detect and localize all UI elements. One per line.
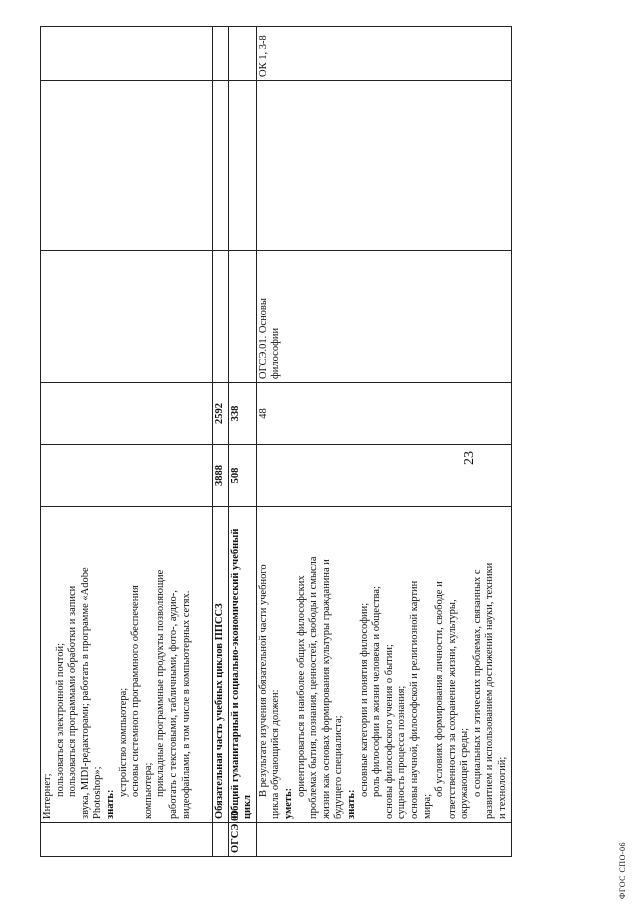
cycle-code: ОГСЭ.00 xyxy=(228,823,256,857)
desc-line: ориентироваться в наиболее общих философских xyxy=(295,575,307,797)
discipline-name: ОГСЭ.01. Основы философии xyxy=(256,251,511,383)
desc-line: прикладные программные продукты позволяющие xyxy=(155,569,167,797)
competency-cell-empty xyxy=(228,27,256,81)
desc-line: В результате изучения обязательной части учебного xyxy=(257,564,269,797)
competency-cell-empty xyxy=(41,27,213,81)
table-row-obligatory xyxy=(213,27,229,857)
desc-line: мира; xyxy=(421,793,433,819)
obligatory-required: 2592 xyxy=(213,383,229,445)
desc-line: видеофайлами, в том числе в компьютерных сетях. xyxy=(180,590,192,819)
obligatory-total: 3888 xyxy=(213,445,229,507)
desc-line: и технологий; xyxy=(497,756,509,819)
code-cell-empty xyxy=(213,823,229,857)
blank-cell xyxy=(213,81,229,251)
desc-line: основы научной, философской и религиозной картин xyxy=(408,580,420,819)
required-cell-empty xyxy=(41,383,213,445)
desc-line: основные категории и понятия философии; xyxy=(358,602,370,797)
obligatory-label: Обязательная часть учебных циклов ППССЗ xyxy=(213,507,229,823)
desc-line: Интернет; xyxy=(42,773,53,819)
table-row-discipline xyxy=(256,27,511,857)
blank-cell xyxy=(41,81,213,251)
discipline-hours: 48 xyxy=(256,383,511,445)
curriculum-table xyxy=(40,26,512,857)
desc-line: пользоваться программами обработки и записи xyxy=(67,585,79,797)
desc-line: окружающей среды; xyxy=(459,727,471,819)
desc-line-heading: знать: xyxy=(104,789,116,819)
desc-line: работать с текстовыми, табличными, фото-, аудио-, xyxy=(167,590,179,819)
discipline-cell-empty xyxy=(213,251,229,383)
code-cell-empty xyxy=(41,823,213,857)
page-number: 23 xyxy=(462,451,477,465)
desc-line: компьютера; xyxy=(142,762,154,819)
desc-line: Photoshop»; xyxy=(92,766,104,819)
discipline-cell-empty xyxy=(228,251,256,383)
total-cell-empty xyxy=(41,445,213,507)
description-cell xyxy=(41,507,213,823)
competency-cell-empty xyxy=(213,27,229,81)
desc-line: жизни как основах формирования культуры гражданина и xyxy=(320,559,332,819)
description-cell xyxy=(256,507,511,823)
code-cell-empty xyxy=(256,823,511,857)
discipline-competencies: ОК 1, 3-8 xyxy=(256,27,511,81)
desc-line: устройство компьютера; xyxy=(117,687,129,797)
discipline-cell-empty xyxy=(41,251,213,383)
desc-line: о социальных и этических проблемах, связанных с xyxy=(471,569,483,797)
cycle-total: 508 xyxy=(228,445,256,507)
desc-line: основы системного программного обеспечения xyxy=(130,585,142,797)
desc-line-heading: уметь: xyxy=(282,787,294,819)
desc-line: основы философского учения о бытии; xyxy=(383,644,395,819)
desc-line: развитием и использованием достижений науки, техники xyxy=(484,562,496,819)
desc-line: роль философии в жизни человека и общества; xyxy=(371,586,383,797)
desc-line: проблемах бытия, познания, ценностей, свободы и смысла xyxy=(308,556,320,819)
desc-line: ответственности за сохранение жизни, культуры, xyxy=(446,599,458,819)
desc-line: цикла обучающийся должен: xyxy=(270,689,282,819)
desc-line: звука, MIDI-редакторами; работать в программе «Adobe xyxy=(79,567,91,819)
cycle-label: Общий гуманитарный и социально-экономический учебный цикл xyxy=(228,507,256,823)
footer-label: ФГОС СПО-06 xyxy=(618,841,627,899)
desc-line: об условиях формирования личности, свободе и xyxy=(434,581,446,797)
desc-line: будущего специалиста; xyxy=(333,715,345,819)
desc-line: сущность процесса познания; xyxy=(396,685,408,819)
table-row-cycle xyxy=(228,27,256,857)
cycle-required: 338 xyxy=(228,383,256,445)
desc-line: пользоваться электронной почтой; xyxy=(54,642,66,797)
table-row-skills-continuation xyxy=(41,27,213,857)
blank-cell xyxy=(228,81,256,251)
blank-cell xyxy=(256,81,511,251)
desc-line-heading: знать: xyxy=(345,789,357,819)
